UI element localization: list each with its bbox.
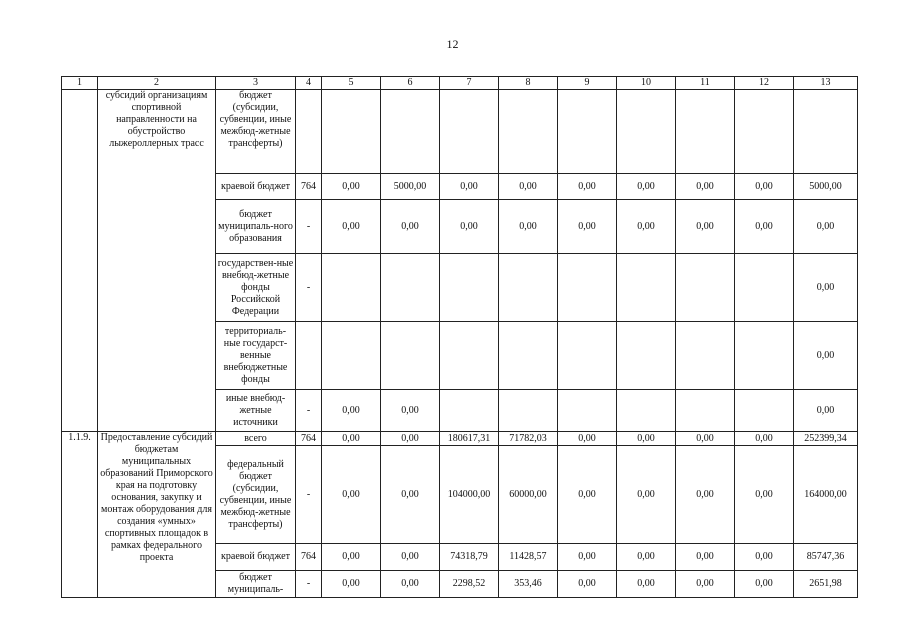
value-cell: 0,00: [440, 174, 499, 200]
funding-source: государствен-ные внебюд-жетные фонды Российской Федерации: [216, 254, 296, 322]
header-cell: 4: [296, 77, 322, 90]
value-cell: 0,00: [676, 200, 735, 254]
value-cell: 0,00: [558, 432, 617, 446]
value-cell: 0,00: [322, 200, 381, 254]
code-cell: -: [296, 390, 322, 432]
header-cell: 1: [62, 77, 98, 90]
value-cell: [676, 90, 735, 174]
value-cell: 0,00: [499, 200, 558, 254]
value-cell: [322, 254, 381, 322]
value-cell: 0,00: [381, 432, 440, 446]
value-cell: [440, 90, 499, 174]
value-cell: 0,00: [322, 432, 381, 446]
header-cell: 3: [216, 77, 296, 90]
value-cell: 0,00: [676, 432, 735, 446]
value-cell: 0,00: [381, 390, 440, 432]
funding-source: иные внебюд-жетные источники: [216, 390, 296, 432]
header-cell: 8: [499, 77, 558, 90]
value-cell: [617, 322, 676, 390]
value-cell: 0,00: [794, 390, 858, 432]
funding-source: краевой бюджет: [216, 174, 296, 200]
value-cell: [381, 90, 440, 174]
value-cell: [381, 322, 440, 390]
value-cell: [617, 254, 676, 322]
value-cell: [322, 90, 381, 174]
header-cell: 12: [735, 77, 794, 90]
code-cell: -: [296, 200, 322, 254]
value-cell: [322, 322, 381, 390]
value-cell: 0,00: [322, 446, 381, 544]
value-cell: [440, 390, 499, 432]
value-cell: 353,46: [499, 571, 558, 598]
value-cell: 0,00: [794, 322, 858, 390]
funding-source: бюджет (субсидии, субвенции, иные межбюд-жетные трансферты): [216, 90, 296, 174]
value-cell: [440, 322, 499, 390]
funding-source: краевой бюджет: [216, 544, 296, 571]
value-cell: [676, 322, 735, 390]
header-cell: 2: [98, 77, 216, 90]
header-cell: 11: [676, 77, 735, 90]
header-cell: 6: [381, 77, 440, 90]
value-cell: [440, 254, 499, 322]
measure-description: Предоставление субсидий бюджетам муниципальных образований Приморского края на подготовку основания, закупку и монтаж оборудования для создания «умных» спортивных площадок в рамках федерального проекта: [98, 432, 216, 598]
value-cell: 2298,52: [440, 571, 499, 598]
value-cell: [735, 390, 794, 432]
value-cell: 164000,00: [794, 446, 858, 544]
value-cell: 0,00: [322, 571, 381, 598]
value-cell: 74318,79: [440, 544, 499, 571]
value-cell: 0,00: [735, 174, 794, 200]
value-cell: 11428,57: [499, 544, 558, 571]
value-cell: [558, 90, 617, 174]
value-cell: 0,00: [617, 571, 676, 598]
value-cell: [617, 90, 676, 174]
measure-description: субсидий организациям спортивной направленности на обустройство лыжероллерных трасс: [98, 90, 216, 432]
code-cell: [296, 90, 322, 174]
value-cell: [499, 254, 558, 322]
value-cell: 0,00: [322, 544, 381, 571]
value-cell: 60000,00: [499, 446, 558, 544]
value-cell: 0,00: [617, 432, 676, 446]
value-cell: [735, 254, 794, 322]
code-cell: -: [296, 571, 322, 598]
value-cell: 2651,98: [794, 571, 858, 598]
value-cell: [558, 390, 617, 432]
value-cell: 0,00: [676, 544, 735, 571]
value-cell: 0,00: [322, 174, 381, 200]
value-cell: [558, 254, 617, 322]
code-cell: 764: [296, 432, 322, 446]
value-cell: 0,00: [381, 571, 440, 598]
row-number-cell: 1.1.9.: [62, 432, 98, 598]
value-cell: 0,00: [558, 200, 617, 254]
code-cell: -: [296, 254, 322, 322]
value-cell: 0,00: [558, 174, 617, 200]
value-cell: 0,00: [735, 432, 794, 446]
value-cell: 0,00: [381, 446, 440, 544]
value-cell: 0,00: [794, 254, 858, 322]
value-cell: 0,00: [676, 571, 735, 598]
header-cell: 10: [617, 77, 676, 90]
value-cell: 5000,00: [381, 174, 440, 200]
code-cell: 764: [296, 174, 322, 200]
value-cell: 0,00: [735, 571, 794, 598]
value-cell: [676, 390, 735, 432]
value-cell: 0,00: [558, 446, 617, 544]
value-cell: [794, 90, 858, 174]
value-cell: 104000,00: [440, 446, 499, 544]
value-cell: [676, 254, 735, 322]
value-cell: [381, 254, 440, 322]
value-cell: 252399,34: [794, 432, 858, 446]
value-cell: 85747,36: [794, 544, 858, 571]
value-cell: 0,00: [617, 544, 676, 571]
value-cell: 0,00: [794, 200, 858, 254]
budget-table: [61, 76, 858, 598]
value-cell: 0,00: [558, 571, 617, 598]
value-cell: 0,00: [499, 174, 558, 200]
table-row: [62, 432, 858, 446]
code-cell: 764: [296, 544, 322, 571]
value-cell: 0,00: [381, 200, 440, 254]
funding-source: бюджет муниципаль-: [216, 571, 296, 598]
header-cell: 5: [322, 77, 381, 90]
value-cell: 0,00: [617, 174, 676, 200]
header-row: [62, 77, 858, 90]
value-cell: [735, 322, 794, 390]
value-cell: [499, 390, 558, 432]
value-cell: 0,00: [735, 200, 794, 254]
code-cell: -: [296, 446, 322, 544]
funding-source: территориаль-ные государст-венные внебюджетные фонды: [216, 322, 296, 390]
value-cell: 0,00: [735, 544, 794, 571]
value-cell: 0,00: [440, 200, 499, 254]
value-cell: [617, 390, 676, 432]
value-cell: [735, 90, 794, 174]
value-cell: 0,00: [676, 446, 735, 544]
value-cell: 0,00: [381, 544, 440, 571]
header-cell: 13: [794, 77, 858, 90]
value-cell: 0,00: [322, 390, 381, 432]
funding-source: бюджет муниципаль-ного образования: [216, 200, 296, 254]
value-cell: 0,00: [676, 174, 735, 200]
value-cell: [499, 90, 558, 174]
row-number-cell: [62, 90, 98, 432]
value-cell: 71782,03: [499, 432, 558, 446]
value-cell: 180617,31: [440, 432, 499, 446]
value-cell: 5000,00: [794, 174, 858, 200]
value-cell: 0,00: [617, 446, 676, 544]
code-cell: [296, 322, 322, 390]
page-number: 12: [446, 37, 459, 51]
value-cell: 0,00: [558, 544, 617, 571]
funding-source: всего: [216, 432, 296, 446]
funding-source: федеральный бюджет (субсидии, субвенции, иные межбюд-жетные трансферты): [216, 446, 296, 544]
value-cell: 0,00: [735, 446, 794, 544]
value-cell: [499, 322, 558, 390]
header-cell: 7: [440, 77, 499, 90]
header-cell: 9: [558, 77, 617, 90]
value-cell: 0,00: [617, 200, 676, 254]
table-row: [62, 90, 858, 174]
value-cell: [558, 322, 617, 390]
